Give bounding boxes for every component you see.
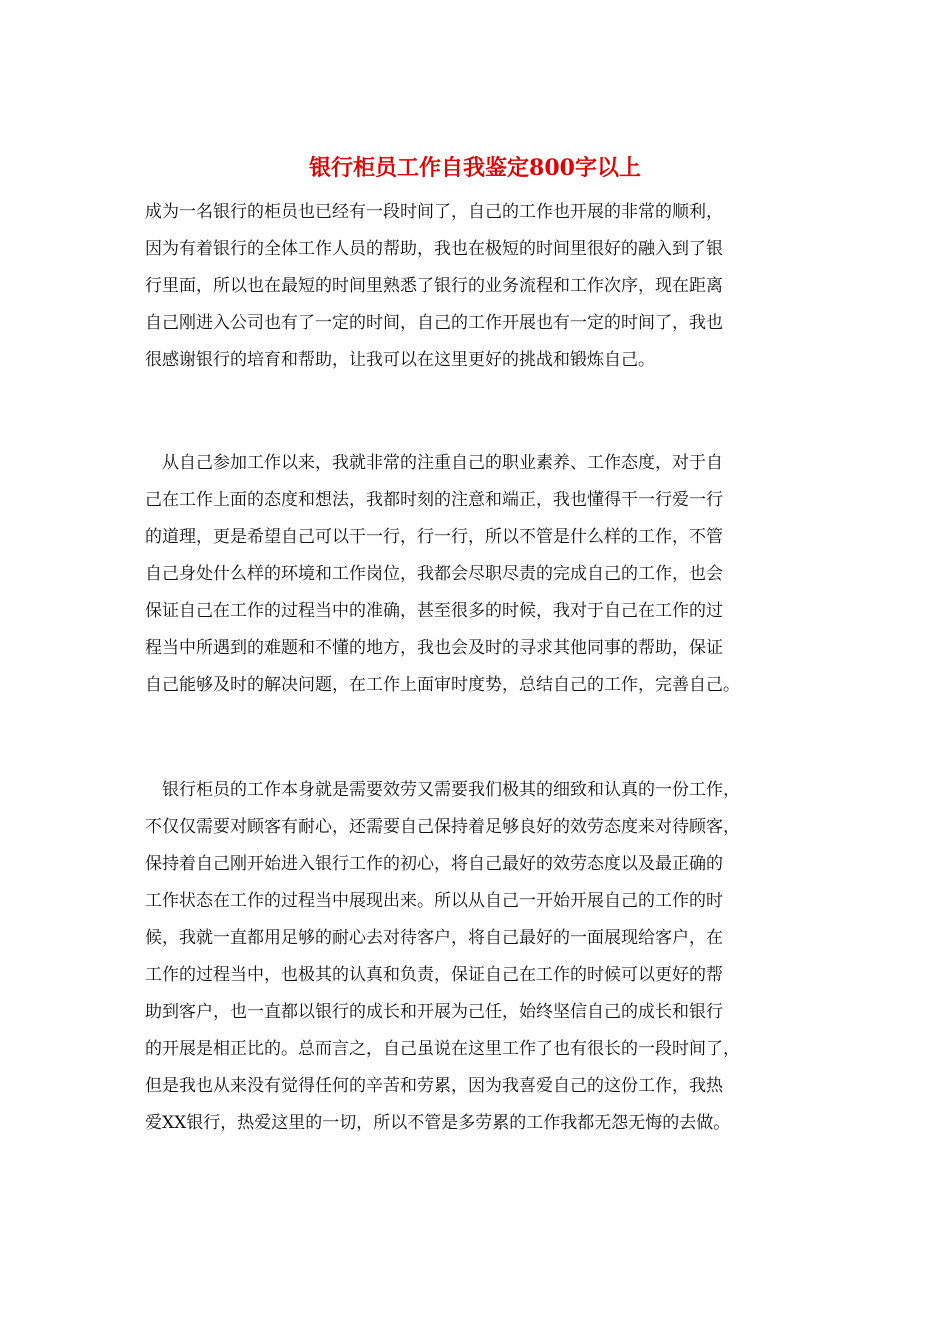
paragraph-line: 成为一名银行的柜员也已经有一段时间了，自己的工作也开展的非常的顺利，	[145, 202, 723, 222]
paragraph-line: 自己能够及时的解决问题，在工作上面审时度势，总结自己的工作，完善自己。	[145, 675, 740, 695]
paragraph-line: 程当中所遇到的难题和不懂的地方，我也会及时的寻求其他同事的帮助，保证	[145, 638, 723, 658]
paragraph-2	[145, 445, 825, 704]
paragraph-line: 行里面，所以也在最短的时间里熟悉了银行的业务流程和工作次序，现在距离	[145, 276, 723, 296]
paragraph-line: 从自己参加工作以来，我就非常的注重自己的职业素养、工作态度，对于自	[145, 453, 723, 473]
paragraph-line: 的开展是相正比的。总而言之，自己虽说在这里工作了也有很长的一段时间了，	[145, 1039, 740, 1059]
paragraph-line: 保证自己在工作的过程当中的准确，甚至很多的时候，我对于自己在工作的过	[145, 601, 723, 621]
paragraph-line: 自己刚进入公司也有了一定的时间，自己的工作开展也有一定的时间了，我也	[145, 313, 723, 333]
paragraph-line: 不仅仅需要对顾客有耐心，还需要自己保持着足够良好的效劳态度来对待顾客，	[145, 817, 740, 837]
paragraph-line: 工作的过程当中，也极其的认真和负责，保证自己在工作的时候可以更好的帮	[145, 965, 723, 985]
paragraph-line: 候，我就一直都用足够的耐心去对待客户，将自己最好的一面展现给客户，在	[145, 928, 723, 948]
paragraph-line: 助到客户，也一直都以银行的成长和开展为己任，始终坚信自己的成长和银行	[145, 1002, 723, 1022]
document-title: 银行柜员工作自我鉴定800字以上	[309, 155, 641, 181]
paragraph-line: 但是我也从来没有觉得任何的辛苦和劳累，因为我喜爱自己的这份工作，我热	[145, 1076, 723, 1096]
paragraph-line: 己在工作上面的态度和想法，我都时刻的注意和端正，我也懂得干一行爱一行	[145, 490, 723, 510]
paragraph-line: 很感谢银行的培育和帮助，让我可以在这里更好的挑战和锻炼自己。	[145, 350, 655, 370]
paragraph-1	[145, 194, 825, 379]
paragraph-line: 爱XX银行，热爱这里的一切，所以不管是多劳累的工作我都无怨无悔的去做。	[145, 1113, 731, 1133]
paragraph-line: 的道理，更是希望自己可以干一行，行一行，所以不管是什么样的工作，不管	[145, 527, 723, 547]
paragraph-3	[145, 772, 825, 1142]
paragraph-line: 工作状态在工作的过程当中展现出来。所以从自己一开始开展自己的工作的时	[145, 891, 723, 911]
paragraph-line: 银行柜员的工作本身就是需要效劳又需要我们极其的细致和认真的一份工作，	[145, 780, 740, 800]
paragraph-line: 保持着自己刚开始进入银行工作的初心，将自己最好的效劳态度以及最正确的	[145, 854, 723, 874]
paragraph-line: 因为有着银行的全体工作人员的帮助，我也在极短的时间里很好的融入到了银	[145, 239, 723, 259]
paragraph-line: 自己身处什么样的环境和工作岗位，我都会尽职尽责的完成自己的工作，也会	[145, 564, 723, 584]
